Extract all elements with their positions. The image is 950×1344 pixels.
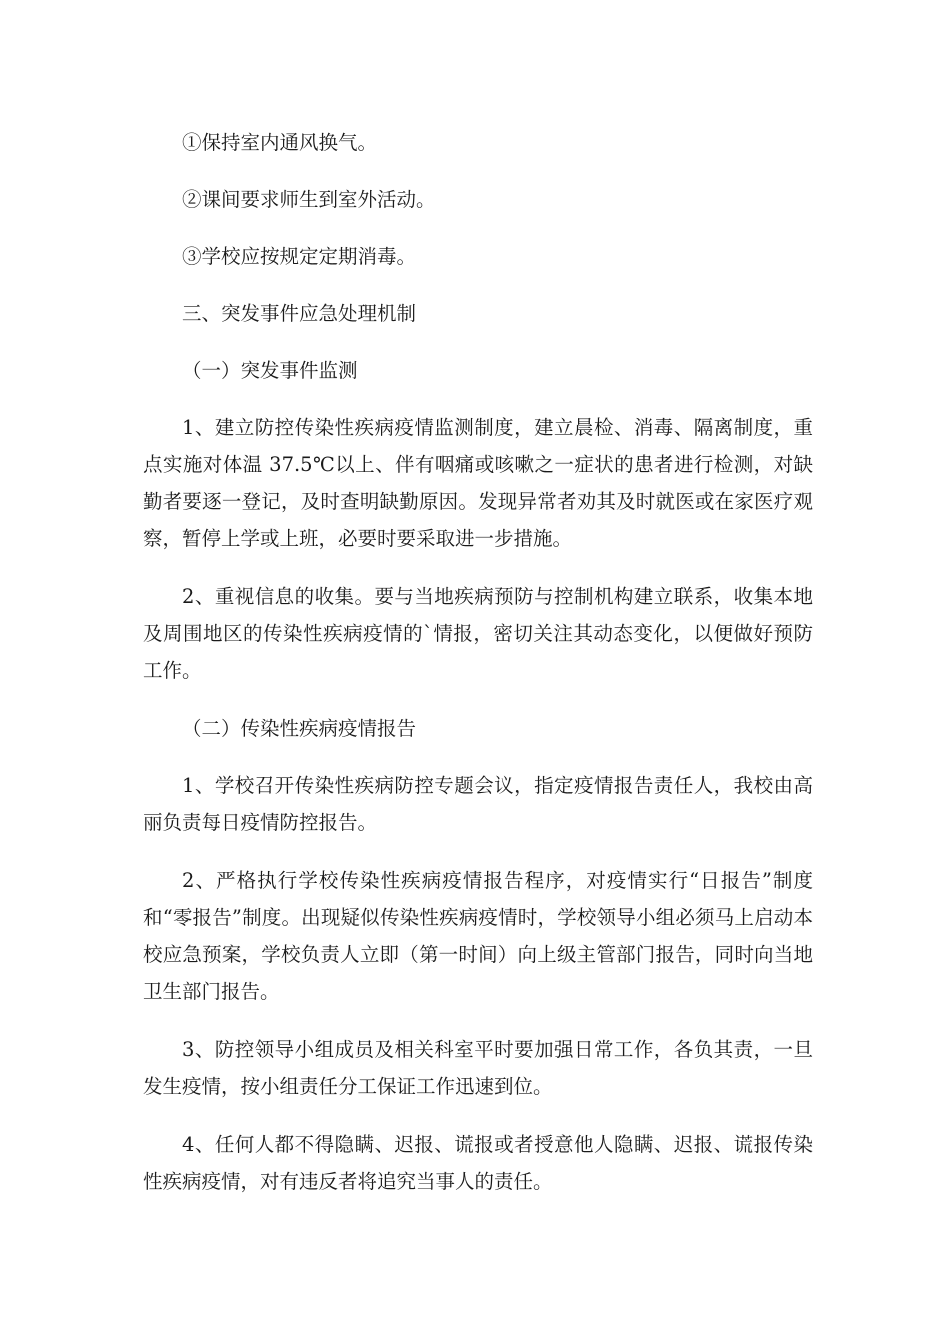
document-body [143,124,813,1221]
paragraph-reporting-procedure: 2、严格执行学校传染性疾病疫情报告程序，对疫情实行“日报告”制度和“零报告”制度。出现疑似传染性疾病疫情时，学校领导小组必须马上启动本校应急预案，学校负责人立即（第一时间）向上级主管部门报告，同时向当地卫生部门报告。 [143,869,813,1003]
subsection-heading-monitoring: （一）突发事件监测 [182,359,358,382]
paragraph-team-duties: 3、防控领导小组成员及相关科室平时要加强日常工作，各负其责，一旦发生疫情，按小组责任分工保证工作迅速到位。 [143,1038,813,1098]
paragraph-monitoring-system: 1、建立防控传染性疾病疫情监测制度，建立晨检、消毒、隔离制度，重点实施对体温 37.5℃以上、伴有咽痛或咳嗽之一症状的患者进行检测，对缺勤者要逐一登记，及时查明缺勤原因。发现异常者劝其及时就医或在家医疗观察，暂停上学或上班，必要时要采取进一步措施。 [143,416,813,550]
subsection-heading-reporting: （二）传染性疾病疫情报告 [182,717,417,740]
paragraph-outdoor-activity: ②课间要求师生到室外活动。 [182,188,436,211]
section-heading-emergency-mechanism: 三、突发事件应急处理机制 [182,302,417,325]
paragraph-ventilation: ①保持室内通风换气。 [182,131,378,154]
paragraph-reporting-responsible: 1、学校召开传染性疾病防控专题会议，指定疫情报告责任人，我校由高丽负责每日疫情防控报告。 [143,774,813,834]
paragraph-disinfection: ③学校应按规定定期消毒。 [182,245,417,268]
paragraph-information-collection: 2、重视信息的收集。要与当地疾病预防与控制机构建立联系，收集本地及周围地区的传染性疾病疫情的`情报，密切关注其动态变化，以便做好预防工作。 [143,585,813,682]
paragraph-no-concealment: 4、任何人都不得隐瞒、迟报、谎报或者授意他人隐瞒、迟报、谎报传染性疾病疫情，对有违反者将追究当事人的责任。 [143,1133,813,1193]
